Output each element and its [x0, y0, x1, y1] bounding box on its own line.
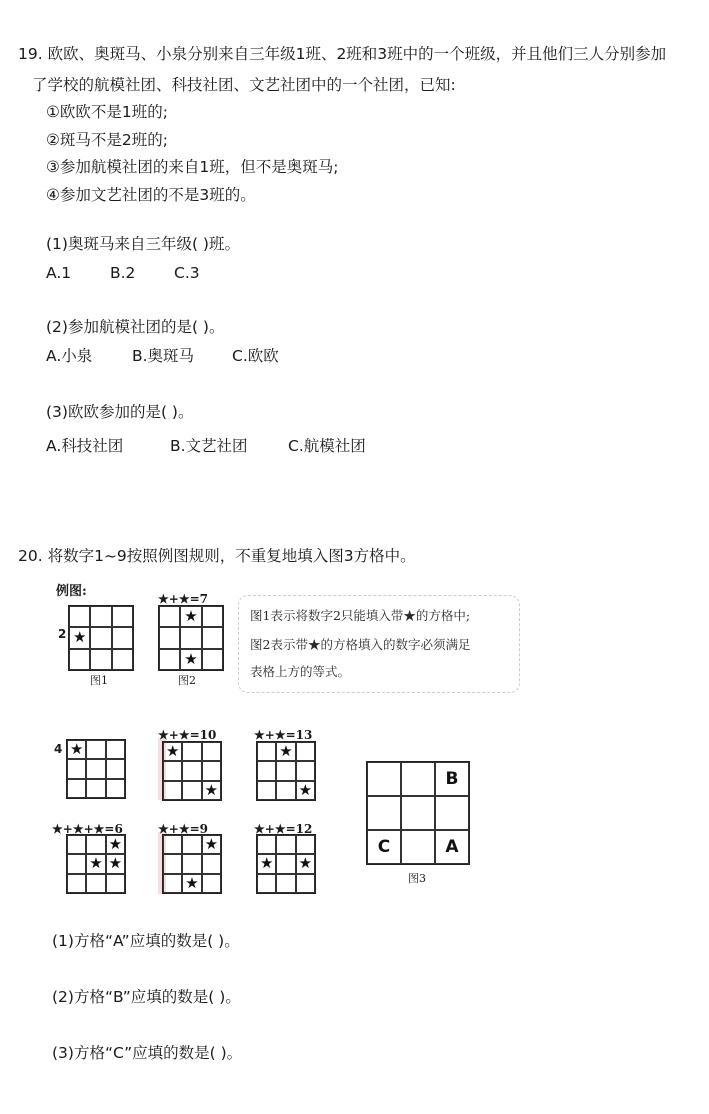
star-icon: ★: [180, 649, 201, 670]
q19-condition-2: ②斑马不是2班的;: [46, 131, 168, 149]
grid-cell: [296, 874, 315, 893]
grid-cell: [296, 761, 315, 780]
grid-cell: [276, 781, 295, 800]
q19-line2: 了学校的航模社团、科技社团、文艺社团中的一个社团，已知:: [32, 76, 456, 94]
star-icon: ★: [202, 835, 221, 854]
grid-cell: [257, 835, 276, 854]
option-c[interactable]: C.航模社团: [288, 437, 366, 455]
grid-cell: [182, 854, 201, 873]
grid-cell: [67, 835, 86, 854]
fig1-grid: [68, 605, 134, 671]
puzzle2-equation: ★+★=10: [158, 728, 217, 742]
fig2-equation: ★+★=7: [158, 592, 208, 606]
star-icon: ★: [67, 740, 86, 759]
star-icon: ★: [296, 854, 315, 873]
star-icon: ★: [86, 854, 105, 873]
grid-cell: [90, 649, 111, 670]
grid-cell: [182, 742, 201, 761]
grid-cell: [401, 796, 435, 830]
q19-sub1-options: [46, 263, 200, 283]
q20-question-3: (3)方格“C”应填的数是( )。: [52, 1044, 243, 1062]
grid-cell: [106, 759, 125, 778]
puzzle6-grid: [256, 834, 316, 894]
puzzle5-equation: ★+★=9: [158, 822, 208, 836]
fig2-grid: [158, 605, 224, 671]
q19-sub1-stem: (1)奥斑马来自三年级( )班。: [46, 235, 240, 253]
grid-cell: [257, 761, 276, 780]
puzzle3-grid: [256, 741, 316, 801]
star-icon: ★: [163, 742, 182, 761]
grid-cell: [435, 796, 469, 830]
cell-a: A: [435, 830, 469, 864]
fig1-side-number: 2: [58, 627, 67, 641]
grid-cell: [296, 742, 315, 761]
grid-cell: [67, 779, 86, 798]
puzzle4-grid: [66, 834, 126, 894]
fig3-grid: [366, 761, 470, 865]
star-icon: ★: [296, 781, 315, 800]
puzzle3-equation: ★+★=13: [254, 728, 313, 742]
q19-condition-4: ④参加文艺社团的不是3班的。: [46, 186, 256, 204]
grid-cell: [67, 854, 86, 873]
grid-cell: [202, 761, 221, 780]
grid-cell: [367, 796, 401, 830]
grid-cell: [159, 627, 180, 648]
q20-question-2: (2)方格“B”应填的数是( )。: [52, 988, 241, 1006]
star-icon: ★: [276, 742, 295, 761]
fig1-caption: 图1: [90, 674, 108, 687]
grid-cell: [182, 761, 201, 780]
grid-cell: [276, 761, 295, 780]
cell-b: B: [435, 762, 469, 796]
grid-cell: [401, 762, 435, 796]
grid-cell: [86, 874, 105, 893]
star-icon: ★: [180, 606, 201, 627]
grid-cell: [180, 627, 201, 648]
grid-cell: [86, 779, 105, 798]
grid-cell: [163, 874, 182, 893]
grid-cell: [401, 830, 435, 864]
star-icon: ★: [69, 627, 90, 648]
example-label: 例图:: [56, 584, 87, 599]
puzzle1-grid: [66, 739, 126, 799]
q20-title: 20. 将数字1~9按照例图规则，不重复地填入图3方格中。: [18, 547, 416, 565]
fig3-caption: 图3: [408, 872, 426, 885]
fig2-caption: 图2: [178, 674, 196, 687]
note-line-2: 图2表示带★的方格填入的数字必须满足: [250, 637, 471, 652]
note-line-1: 图1表示将数字2只能填入带★的方格中;: [250, 608, 471, 623]
option-b[interactable]: B.文艺社团: [170, 437, 248, 455]
q19-condition-1: ①欧欧不是1班的;: [46, 103, 168, 121]
q19-sub2-stem: (2)参加航模社团的是( )。: [46, 318, 225, 336]
star-icon: ★: [106, 835, 125, 854]
puzzle4-equation: ★+★+★=6: [52, 822, 123, 836]
grid-cell: [67, 759, 86, 778]
cell-c: C: [367, 830, 401, 864]
grid-cell: [163, 761, 182, 780]
grid-cell: [202, 627, 223, 648]
star-icon: ★: [106, 854, 125, 873]
option-a[interactable]: A.1: [46, 264, 72, 282]
grid-cell: [90, 606, 111, 627]
grid-cell: [159, 649, 180, 670]
option-c[interactable]: C.3: [174, 264, 200, 282]
grid-cell: [159, 606, 180, 627]
grid-cell: [69, 606, 90, 627]
note-line-3: 表格上方的等式。: [250, 664, 351, 679]
q19-sub2-options: [46, 346, 279, 366]
star-icon: ★: [182, 874, 201, 893]
grid-cell: [202, 742, 221, 761]
grid-cell: [257, 742, 276, 761]
grid-cell: [296, 835, 315, 854]
star-icon: ★: [202, 781, 221, 800]
grid-cell: [86, 835, 105, 854]
grid-cell: [163, 781, 182, 800]
grid-cell: [257, 874, 276, 893]
puzzle1-side-number: 4: [54, 742, 63, 756]
q19-condition-3: ③参加航模社团的来自1班，但不是奥斑马;: [46, 158, 339, 176]
star-icon: ★: [257, 854, 276, 873]
option-a[interactable]: A.小泉: [46, 347, 93, 365]
puzzle5-grid: [162, 834, 222, 894]
grid-cell: [106, 874, 125, 893]
grid-cell: [86, 740, 105, 759]
grid-cell: [67, 874, 86, 893]
grid-cell: [367, 762, 401, 796]
grid-cell: [182, 835, 201, 854]
grid-cell: [106, 779, 125, 798]
grid-cell: [202, 874, 221, 893]
grid-cell: [163, 854, 182, 873]
grid-cell: [90, 627, 111, 648]
grid-cell: [163, 835, 182, 854]
grid-cell: [202, 854, 221, 873]
grid-cell: [86, 759, 105, 778]
q19-sub3-options: [46, 436, 366, 456]
option-b[interactable]: B.2: [110, 264, 136, 282]
grid-cell: [257, 781, 276, 800]
grid-cell: [69, 649, 90, 670]
grid-cell: [182, 781, 201, 800]
q19-sub3-stem: (3)欧欧参加的是( )。: [46, 403, 194, 421]
puzzle6-equation: ★+★=12: [254, 822, 313, 836]
grid-cell: [112, 627, 133, 648]
grid-cell: [276, 835, 295, 854]
q20-question-1: (1)方格“A”应填的数是( )。: [52, 932, 240, 950]
option-b[interactable]: B.奥斑马: [132, 347, 195, 365]
grid-cell: [106, 740, 125, 759]
grid-cell: [202, 649, 223, 670]
option-c[interactable]: C.欧欧: [232, 347, 279, 365]
grid-cell: [202, 606, 223, 627]
grid-cell: [276, 874, 295, 893]
option-a[interactable]: A.科技社团: [46, 437, 124, 455]
grid-cell: [276, 854, 295, 873]
q19-line1: 19. 欧欧、奥斑马、小泉分别来自三年级1班、2班和3班中的一个班级，并且他们三人分别参加: [18, 45, 667, 63]
grid-cell: [112, 649, 133, 670]
grid-cell: [112, 606, 133, 627]
puzzle2-grid: [162, 741, 222, 801]
